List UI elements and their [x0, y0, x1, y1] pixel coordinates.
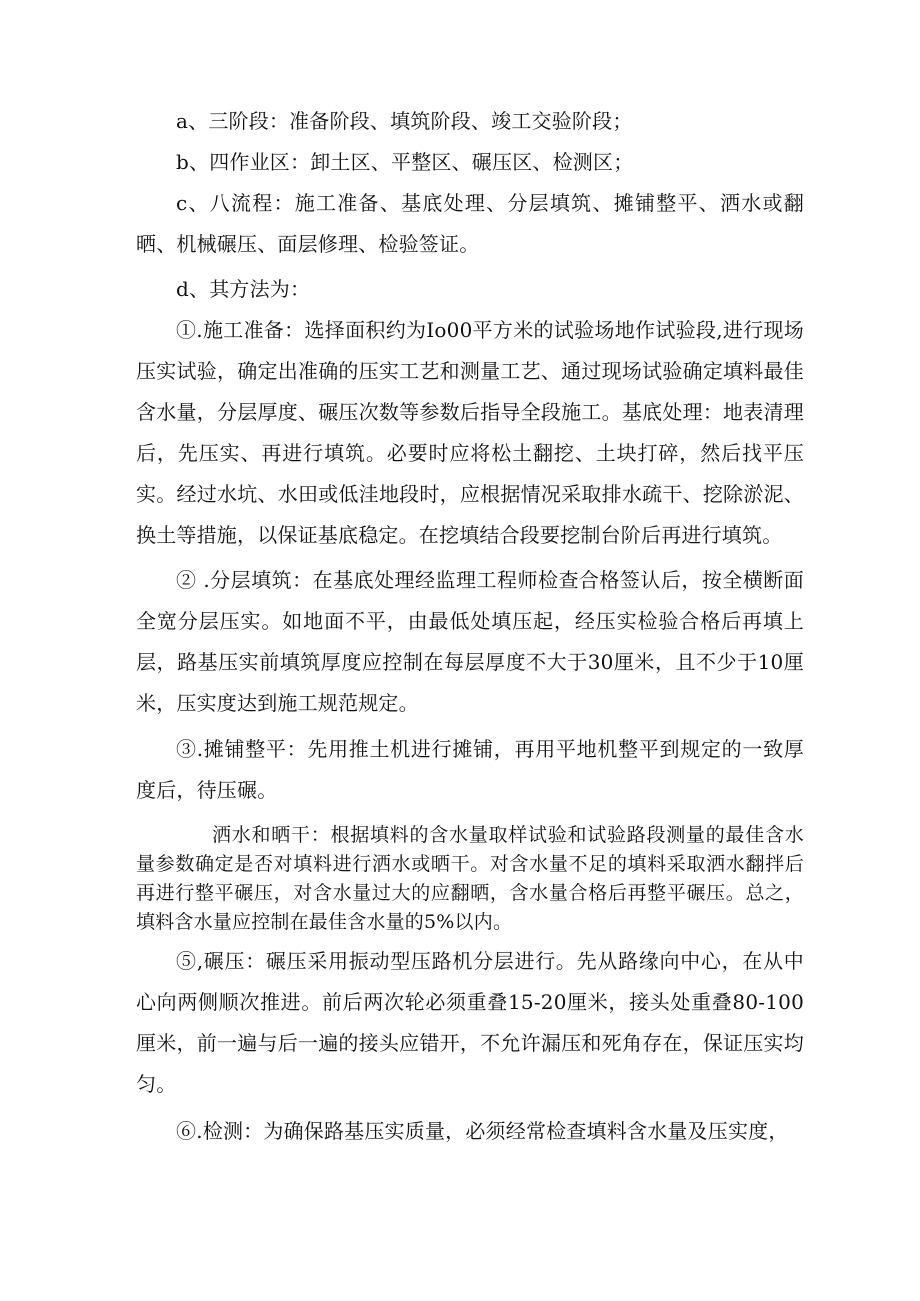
paragraph-construction-prep: ①.施工准备：选择面积约为Io00平方米的试验场地作试验段,进行现场压实试验，确定出准确的压实工艺和测量工艺、通过现场试验确定填料最佳含水量，分层厚度、碾压次数等参数后指导全段施工。基底处理：地表清理后，先压实、再进行填筑。必要时应将松土翻挖、土块打碎，然后找平压实。经过水坑、水田或低洼地段时，应根据情况采取排水疏干、挖除淤泥、换土等措施，以保证基底稳定。在挖填结合段要挖制台阶后再进行填筑。 — [136, 318, 804, 547]
paragraph-watering-drying: 洒水和晒干：根据填料的含水量取样试验和试验路段测量的最佳含水量参数确定是否对填料进行洒水或晒干。对含水量不足的填料采取洒水翻拌后再进行整平碾压，对含水量过大的应翻晒，含水量合格后再整平碾压。总之，填料含水量应控制在最佳含水量的5%以内。 — [136, 824, 804, 933]
paragraph-layered-filling: ② .分层填筑：在基底处理经监理工程师检查合格签认后，按全横断面全宽分层压实。如地面不平，由最低处填压起，经压实检验合格后再填上层，路基压实前填筑厚度应控制在每层厚度不大于30厘米，且不少于10厘米，压实度达到施工规范规定。 — [136, 568, 804, 715]
paragraph-eight-processes: c、八流程：施工准备、基底处理、分层填筑、摊铺整平、洒水或翻晒、机械碾压、面层修理、检验签证。 — [136, 191, 804, 256]
paragraph-method-intro: d、其方法为： — [176, 277, 311, 301]
paragraph-four-zones: b、四作业区：卸土区、平整区、碾压区、检测区； — [176, 150, 634, 174]
paragraph-spreading-leveling: ③.摊铺整平：先用推土机进行摊铺，再用平地机整平到规定的一致厚度后，待压碾。 — [136, 737, 804, 802]
paragraph-three-stages: a、三阶段：准备阶段、填筑阶段、竣工交验阶段； — [176, 109, 633, 133]
paragraph-inspection: ⑥.检测：为确保路基压实质量，必须经常检查填料含水量及压实度， — [176, 1119, 789, 1143]
paragraph-compaction: ⑤,碾压：碾压采用振动型压路机分层进行。先从路缘向中心，在从中心向两侧顺次推进。前后两次轮必须重叠15-20厘米，接头处重叠80-100厘米，前一遍与后一遍的接头应错开，不允许漏压和死角存在，保证压实均匀。 — [136, 949, 804, 1096]
